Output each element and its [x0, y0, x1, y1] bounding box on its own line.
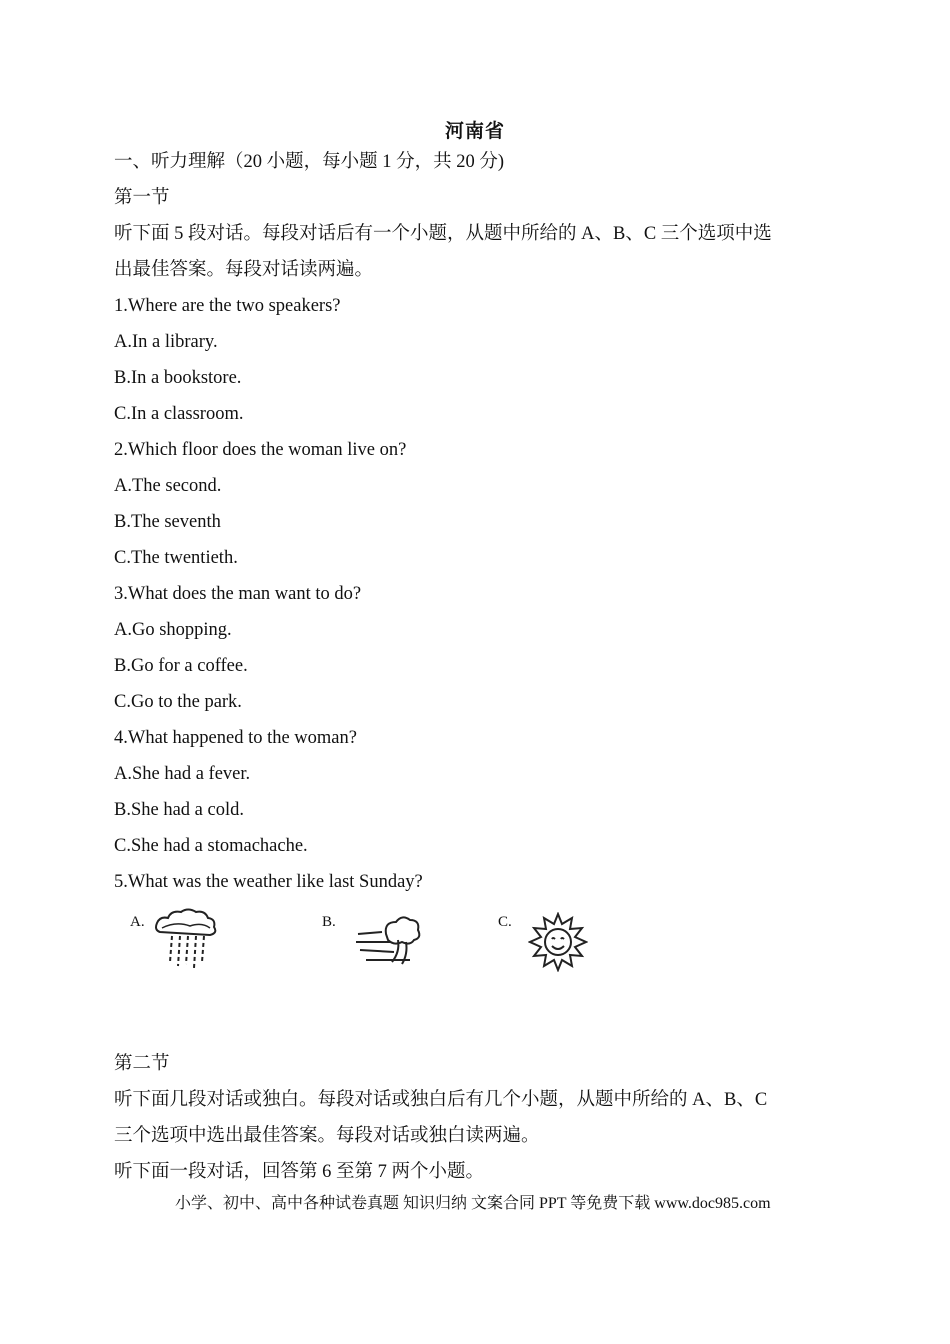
question-4-option-c: C.She had a stomachache.	[114, 836, 308, 856]
question-1: 1.Where are the two speakers?	[114, 296, 341, 316]
page-footer: 小学、初中、高中各种试卷真题 知识归纳 文案合同 PPT 等免费下载 www.doc985.com	[175, 1195, 771, 1212]
question-4: 4.What happened to the woman?	[114, 728, 357, 748]
question-2-option-a: A.The second.	[114, 476, 222, 496]
question-4-option-b: B.She had a cold.	[114, 800, 244, 820]
question-1-option-c: C.In a classroom.	[114, 404, 244, 424]
question-5-option-b-letter: B.	[322, 914, 336, 930]
question-5-option-a-letter: A.	[130, 914, 145, 930]
windy-cloud-icon	[354, 912, 426, 970]
question-3-option-a: A.Go shopping.	[114, 620, 232, 640]
question-2-option-c: C.The twentieth.	[114, 548, 238, 568]
part1-instructions-line2: 出最佳答案。每段对话读两遍。	[114, 260, 374, 280]
part2-label: 第二节	[114, 1054, 170, 1074]
part2-next-instruction: 听下面一段对话，回答第 6 至第 7 两个小题。	[114, 1162, 485, 1182]
part2-instructions-line2: 三个选项中选出最佳答案。每段对话或独白读两遍。	[114, 1126, 540, 1146]
question-2-option-b: B.The seventh	[114, 512, 221, 532]
question-2: 2.Which floor does the woman live on?	[114, 440, 407, 460]
question-3-option-c: C.Go to the park.	[114, 692, 242, 712]
question-5: 5.What was the weather like last Sunday?	[114, 872, 423, 892]
part1-instructions-line1: 听下面 5 段对话。每段对话后有一个小题，从题中所给的 A、B、C 三个选项中选	[114, 224, 772, 244]
question-1-option-a: A.In a library.	[114, 332, 218, 352]
question-5-option-c-letter: C.	[498, 914, 512, 930]
page-title: 河南省	[444, 121, 505, 142]
part1-label: 第一节	[114, 188, 170, 208]
question-3-option-b: B.Go for a coffee.	[114, 656, 248, 676]
question-4-option-a: A.She had a fever.	[114, 764, 251, 784]
section-heading: 一、听力理解（20 小题，每小题 1 分，共 20 分)	[114, 152, 505, 172]
question-1-option-b: B.In a bookstore.	[114, 368, 242, 388]
part2-instructions-line1: 听下面几段对话或独白。每段对话或独白后有几个小题，从题中所给的 A、B、C	[114, 1090, 768, 1110]
question-3: 3.What does the man want to do?	[114, 584, 362, 604]
sun-icon	[528, 912, 588, 972]
rain-cloud-icon	[150, 906, 222, 972]
